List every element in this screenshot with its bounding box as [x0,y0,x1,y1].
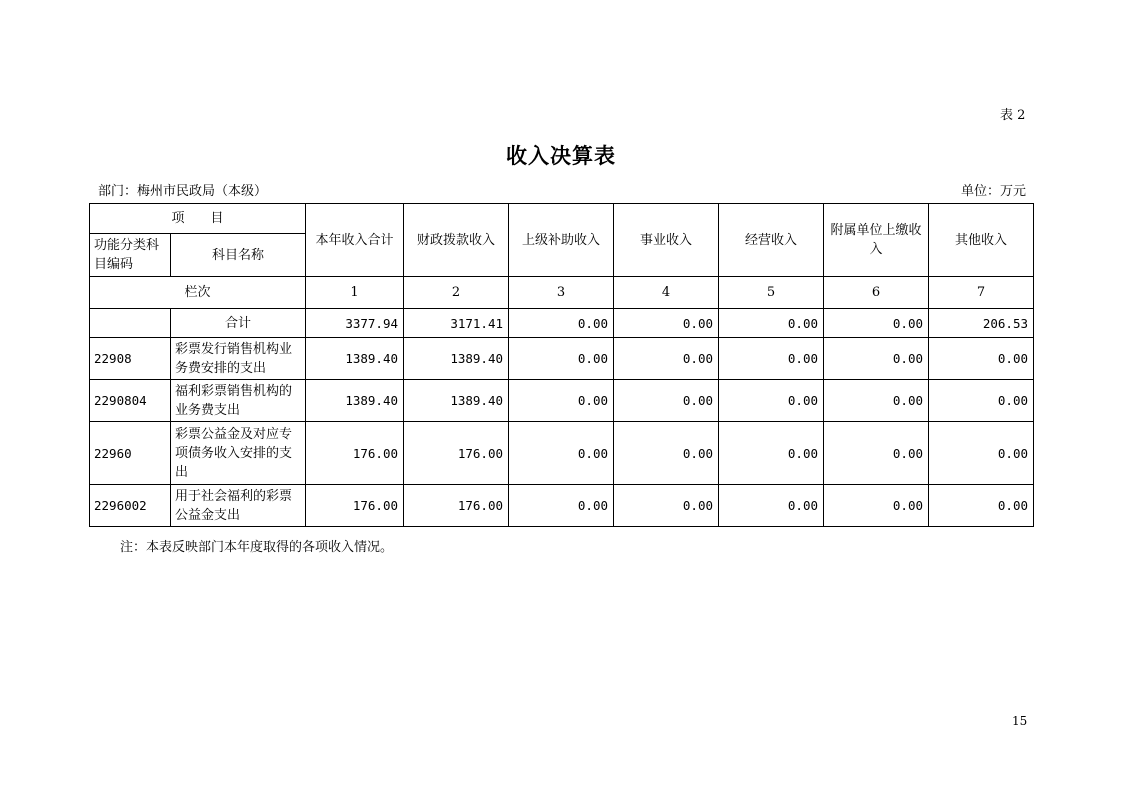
row-value: 176.00 [306,485,404,527]
row-value: 0.00 [719,422,824,485]
header-col-1: 本年收入合计 [306,204,404,277]
row-name: 福利彩票销售机构的业务费支出 [171,380,306,422]
table-row [90,338,1034,380]
header-func-code: 功能分类科目编码 [90,234,171,277]
total-code-empty [90,309,171,338]
table-number: 表 2 [1000,108,1026,123]
row-value: 1389.40 [404,338,509,380]
header-item: 项 目 [90,204,306,234]
page-number: 15 [1012,714,1028,728]
row-value: 0.00 [929,422,1034,485]
row-index-num: 3 [509,277,614,309]
unit-label: 单位：万元 [960,184,1026,199]
row-index-num: 4 [614,277,719,309]
row-index [90,277,1034,309]
row-value: 0.00 [719,338,824,380]
row-value: 176.00 [404,422,509,485]
header-col-3: 上级补助收入 [509,204,614,277]
row-value: 0.00 [509,338,614,380]
header-col-2: 财政拨款收入 [404,204,509,277]
table-row [90,422,1034,485]
total-label: 合计 [171,309,306,338]
total-value: 0.00 [719,309,824,338]
row-value: 0.00 [929,485,1034,527]
row-name: 用于社会福利的彩票公益金支出 [171,485,306,527]
row-value: 176.00 [306,422,404,485]
row-index-label: 栏次 [90,277,306,309]
total-value: 0.00 [614,309,719,338]
row-value: 1389.40 [404,380,509,422]
row-value: 0.00 [509,380,614,422]
row-code: 2290804 [90,380,171,422]
row-value: 0.00 [719,485,824,527]
row-value: 0.00 [824,338,929,380]
row-value: 0.00 [929,338,1034,380]
row-index-num: 6 [824,277,929,309]
header-col-6: 附属单位上缴收入 [824,204,929,277]
total-value: 3171.41 [404,309,509,338]
row-value: 0.00 [614,422,719,485]
row-code: 22908 [90,338,171,380]
row-value: 176.00 [404,485,509,527]
row-value: 0.00 [824,485,929,527]
income-final-accounts-table [89,203,1034,527]
department-label: 部门：梅州市民政局（本级） [98,184,268,199]
row-index-num: 7 [929,277,1034,309]
row-value: 0.00 [719,380,824,422]
row-index-num: 5 [719,277,824,309]
row-value: 1389.40 [306,338,404,380]
total-value: 3377.94 [306,309,404,338]
row-value: 0.00 [824,422,929,485]
row-value: 0.00 [509,485,614,527]
header-col-7: 其他收入 [929,204,1034,277]
header-col-5: 经营收入 [719,204,824,277]
total-row [90,309,1034,338]
total-value: 0.00 [509,309,614,338]
header-row-1 [90,204,1034,234]
header-col-4: 事业收入 [614,204,719,277]
table-row [90,380,1034,422]
row-value: 1389.40 [306,380,404,422]
row-value: 0.00 [509,422,614,485]
row-code: 22960 [90,422,171,485]
row-value: 0.00 [929,380,1034,422]
row-name: 彩票发行销售机构业务费安排的支出 [171,338,306,380]
row-index-num: 2 [404,277,509,309]
total-value: 0.00 [824,309,929,338]
row-value: 0.00 [614,485,719,527]
row-index-num: 1 [306,277,404,309]
table-row [90,485,1034,527]
row-value: 0.00 [614,338,719,380]
total-value: 206.53 [929,309,1034,338]
row-value: 0.00 [614,380,719,422]
row-code: 2296002 [90,485,171,527]
header-subject-name: 科目名称 [171,234,306,277]
page-title: 收入决算表 [506,143,616,168]
row-name: 彩票公益金及对应专项债务收入安排的支出 [171,422,306,485]
row-value: 0.00 [824,380,929,422]
footnote: 注：本表反映部门本年度取得的各项收入情况。 [120,540,394,555]
